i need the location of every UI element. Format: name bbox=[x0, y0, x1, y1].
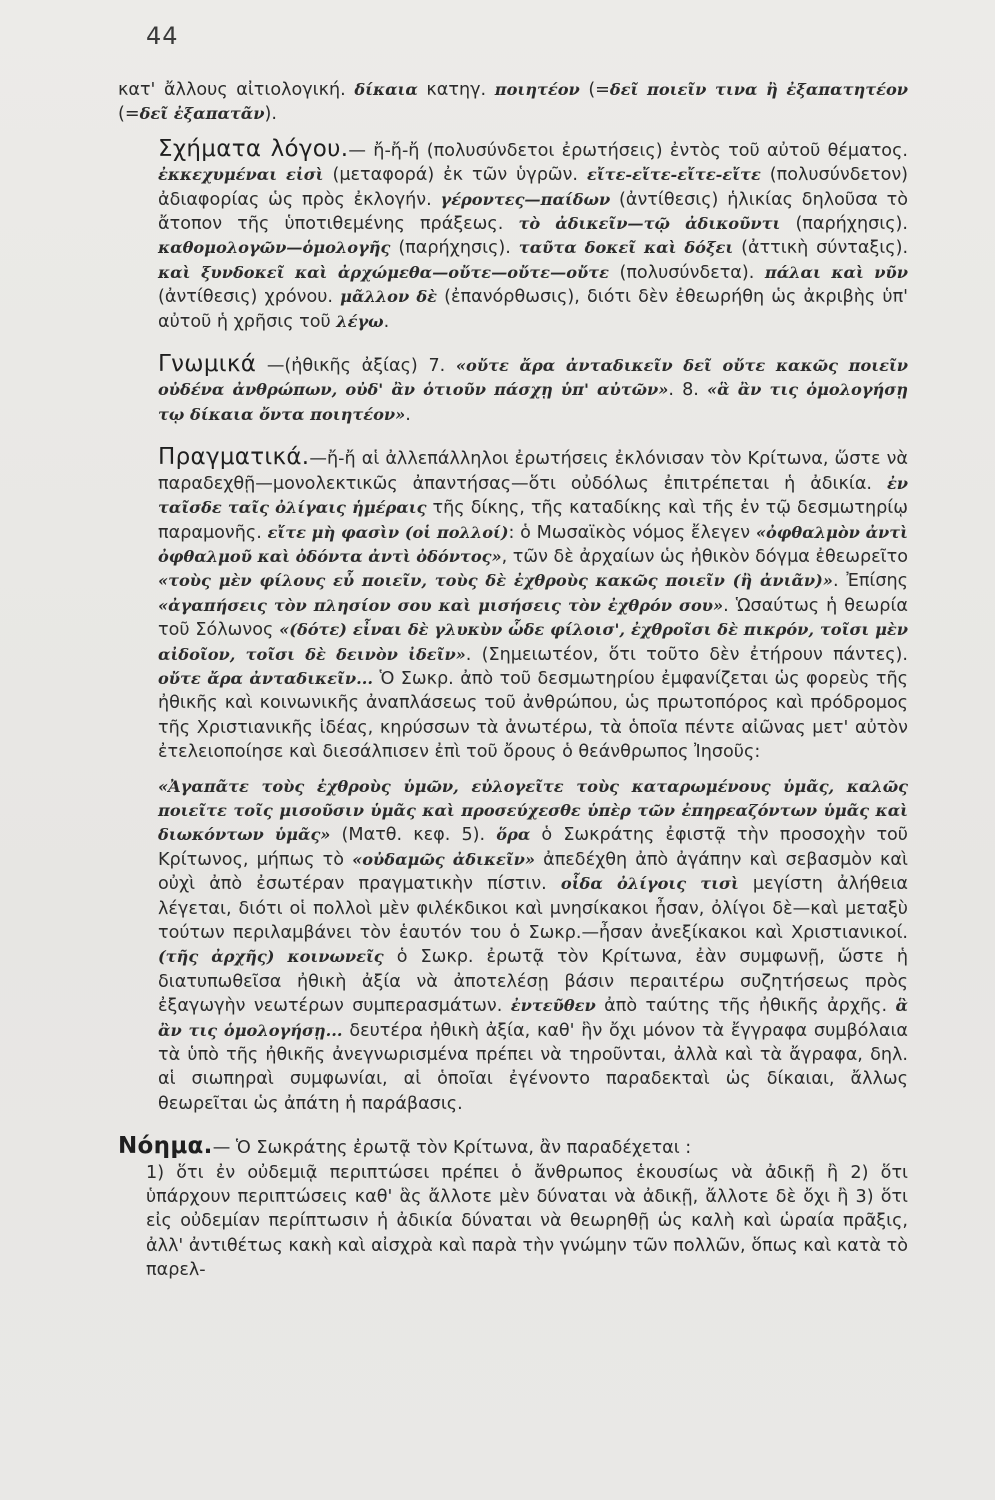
paragraph-gospel bbox=[118, 775, 908, 1117]
text-run: δευτέρα ἠθικὴ ἀξία, καθ' ἣν ὄχι μόνον τὰ ἔγγραφα συμβόλαια τὰ ὑπὸ τῆς ἠθικῆς ἀνεγνωρισμένα πρέπει νὰ τηροῦνται, ἀλλὰ καὶ τὰ ἄγραφα, δηλ. αἱ σιωπηραὶ συμφωνίαι, αἱ ὁποῖαι ἐγένοντο παραδεκταὶ ὡς δίκαιαι, ἄλλως θεωρεῖται ὡς ἀπάτη ἡ παράβασις. bbox=[158, 1020, 908, 1114]
greek-term: τὸ ἀδικεῖν—τῷ ἀδικοῦντι bbox=[518, 214, 781, 234]
text-run: — Ὁ Σωκράτης ἐρωτᾷ τὸν Κρίτωνα, ἂν παραδέχεται : bbox=[212, 1138, 692, 1159]
section-heading: Νόημα. bbox=[118, 1133, 213, 1160]
section-heading: Γνωμικά bbox=[158, 351, 257, 378]
text-run: (πολυσύνδετα). bbox=[619, 262, 755, 283]
text-body bbox=[118, 78, 908, 1283]
text-run: τῆς δίκης, τῆς καταδίκης καὶ τῆς ἐν τῷ δεσμωτηρίῳ παραμονῆς. bbox=[158, 498, 908, 543]
text-run: (παρήχησις). bbox=[398, 238, 511, 259]
greek-quote: «οὔτε ἄρα ἀνταδικεῖν δεῖ οὔτε κακῶς ποιεῖν οὐδένα ἀνθρώπων, οὐδ' ἂν ὁτιοῦν πάσχῃ ὑπ' αὐτῶν» bbox=[158, 356, 909, 400]
greek-term: γέροντες—παίδων bbox=[440, 189, 611, 209]
greek-quote: «τοὺς μὲν φίλους εὖ ποιεῖν, τοὺς δὲ ἐχθροὺς κακῶς ποιεῖν (ἢ ἀνιᾶν)» bbox=[158, 571, 833, 591]
text-run: (παρήχησις). bbox=[795, 214, 909, 235]
section-facts bbox=[118, 445, 908, 764]
text-run: ). bbox=[264, 104, 277, 125]
text-run: (ἐπανόρθωσις), διότι δὲν ἐθεωρήθη ὡς ἀκριβὴς ὑπ' αὐτοῦ ἡ χρῆσις τοῦ bbox=[158, 287, 908, 332]
greek-term: (τῆς ἀρχῆς) κοινωνεῖς bbox=[158, 947, 384, 967]
text-run: (= bbox=[118, 104, 140, 125]
greek-quote: «ἃ ἂν τις ὁμολογήσῃ τῳ δίκαια ὄντα ποιητέον» bbox=[158, 380, 909, 424]
text-run: Ὁ Σωκρ. ἀπὸ τοῦ δεσμωτηρίου ἐμφανίζεται ὡς φορεὺς τῆς ἠθικῆς καὶ κοινωνικῆς ἀναπλάσεως τοῦ ἀνθρώπου, ὡς πρωτοπόρος καὶ πρόδρομος τῆς Χριστιανικῆς ἰδέας, κηρύσσων τὰ ἀνωτέρω, τὰ ὁποῖα πέντε αἰῶνας μετ' αὐτὸν ἐτελειοποίησε καὶ διεσάλπισεν ἐπὶ τοῦ ὄρους ὁ θεάνθρωπος Ἰησοῦς: bbox=[158, 668, 909, 763]
greek-term: μᾶλλον δὲ bbox=[340, 287, 437, 307]
text-run: — ἤ-ἤ-ἤ (πολυσύνδετοι ἐρωτήσεις) ἐντὸς τοῦ αὐτοῦ θέματος. bbox=[348, 140, 908, 161]
greek-term: ἃ ἂν τις ὁμολογήσῃ... bbox=[158, 996, 909, 1040]
greek-quote: «Ἀγαπᾶτε τοὺς ἐχθροὺς ὑμῶν, εὐλογεῖτε τοὺς καταρωμένους ὑμᾶς, καλῶς ποιεῖτε τοῖς μισοῦσιν ὑμᾶς καὶ προσεύχεσθε ὑπὲρ τῶν ἐπηρεαζόντων ὑμᾶς καὶ διωκόντων ὑμᾶς» bbox=[158, 776, 908, 845]
text-run: (πολυσύνδετον) ἀδιαφορίας ὡς πρὸς ἐκλογήν. bbox=[158, 165, 909, 210]
text-run: —(ἠθικῆς ἀξίας) 7. bbox=[256, 356, 446, 377]
greek-quote: «ὀφθαλμὸν ἀντὶ ὀφθαλμοῦ καὶ ὀδόντα ἀντὶ ὀδόντος» bbox=[158, 522, 909, 566]
text-run: ἀπὸ ταύτης τῆς ἠθικῆς ἀρχῆς. bbox=[595, 996, 888, 1017]
greek-term: καθομολογῶν—ὁμολογῆς bbox=[158, 238, 391, 258]
text-run: (ἀντίθεσις) ἡλικίας δηλοῦσα τὸ ἄτοπον τῆς ὑποτιθεμένης πράξεως. bbox=[158, 189, 908, 235]
greek-term: οὔτε ἄρα ἀνταδικεῖν... bbox=[158, 668, 373, 688]
greek-term: δεῖ ποιεῖν τινα ἢ ἐξαπατητέον bbox=[609, 80, 909, 99]
text-run: (Ματθ. κεφ. 5). bbox=[330, 825, 486, 846]
text-run: κατ' ἄλλους αἰτιολογική. bbox=[118, 80, 346, 100]
text-run: —ἤ-ἤ αἱ ἀλλεπάλληλοι ἐρωτήσεις ἐκλόνισαν τὸν Κρίτωνα, ὥστε νὰ παραδεχθῇ—μονολεκτικῶς ἀπαντήσας—ὅτι οὐδόλως ἐπιτρέπεται ἡ ἀδικία. bbox=[158, 449, 908, 494]
section-meaning bbox=[118, 1134, 908, 1160]
section-heading: Σχήματα λόγου. bbox=[158, 135, 349, 162]
text-run: . bbox=[405, 404, 411, 425]
greek-term: πάλαι καὶ νῦν bbox=[764, 262, 909, 282]
text-run: . bbox=[383, 311, 390, 332]
meaning-list: 1) ὅτι ἐν οὐδεμιᾷ περιπτώσει πρέπει ὁ ἄνθρωπος ἑκουσίως νὰ ἀδικῇ ἢ 2) ὅτι ὑπάρχουν περιπτώσεις καθ' ἃς ἄλλοτε μὲν δύναται νὰ ἀδικῇ, ἄλλοτε δὲ ὄχι ἢ 3) ὅτι εἰς οὐδεμίαν περίπτωσιν ἡ ἀδικία δύναται νὰ θεωρηθῇ ὡς καλὴ καὶ ὡραία πρᾶξις, ἀλλ' ἀντιθέτως κακὴ καὶ αἰσχρὰ καὶ παρὰ τὴν γνώμην τῶν πολλῶν, ὅπως καὶ κατὰ τὸ παρελ- bbox=[146, 1162, 908, 1281]
text-run: (= bbox=[588, 80, 610, 100]
paragraph-intro bbox=[118, 78, 908, 127]
greek-term: ποιητέον bbox=[494, 80, 580, 99]
text-run: κατηγ. bbox=[426, 80, 487, 100]
greek-term: καὶ ξυνδοκεῖ καὶ ἀρχώμεθα—οὔτε—οὔτε—οὔτε bbox=[158, 262, 609, 282]
section-maxims bbox=[118, 352, 908, 427]
page-number: 44 bbox=[146, 22, 179, 50]
greek-quote: «οὐδαμῶς ἀδικεῖν» bbox=[352, 849, 536, 869]
greek-term: δεῖ ἐξαπατᾶν bbox=[139, 104, 265, 124]
greek-term: εἴτε-εἴτε-εἴτε-εἴτε bbox=[587, 165, 761, 185]
section-heading: Πραγματικά. bbox=[158, 444, 310, 471]
greek-term: ταῦτα δοκεῖ καὶ δόξει bbox=[518, 238, 734, 258]
text-run: . Ὡσαύτως ἡ θεωρία τοῦ Σόλωνος bbox=[158, 595, 908, 641]
text-run: , τῶν δὲ ἀρχαίων ὡς ἠθικὸν δόγμα ἐθεωρεῖτο bbox=[501, 546, 908, 567]
greek-term: λέγω bbox=[336, 311, 384, 331]
section-figures-of-speech bbox=[118, 137, 908, 334]
text-run: . (Σημειωτέον, ὅτι τοῦτο δὲν ἐτήρουν πάντες). bbox=[465, 644, 908, 665]
greek-term: ἐκκεχυμέναι εἰσὶ bbox=[158, 165, 324, 185]
greek-term: δίκαια bbox=[354, 80, 418, 99]
text-run: ὁ Σωκρ. ἐρωτᾷ τὸν Κρίτωνα, ἐὰν συμφωνῇ, ὥστε ἡ διατυπωθεῖσα ἠθικὴ ἀξία νὰ ἀποτελέσῃ βάσιν περαιτέρω συζητήσεως πρὸς ἐξαγωγὴν νεωτέρων συμπερασμάτων. bbox=[158, 947, 908, 1017]
text-run: ἀπεδέχθη ἀπὸ ἀγάπην καὶ σεβασμὸν καὶ οὐχὶ ἀπὸ ἐσωτέραν πραγματικὴν πίστιν. bbox=[158, 849, 908, 895]
greek-term: ὅρα bbox=[496, 825, 531, 845]
text-run: (ἀττικὴ σύνταξις). bbox=[741, 238, 909, 259]
greek-term: ἐντεῦθεν bbox=[510, 996, 596, 1016]
text-run: (μεταφορά) ἐκ τῶν ὑγρῶν. bbox=[332, 165, 579, 186]
greek-term: οἶδα ὀλίγοις τισὶ bbox=[560, 874, 739, 894]
greek-quote: «ἀγαπήσεις τὸν πλησίον σου καὶ μισήσεις τὸν ἐχθρόν σου» bbox=[158, 595, 724, 615]
greek-quote: «(δότε) εἶναι δὲ γλυκὺν ὧδε φίλοισ', ἐχθροῖσι δὲ πικρόν, τοῖσι μὲν αἰδοῖον, τοῖσι δὲ δεινὸν ἰδεῖν» bbox=[158, 620, 909, 664]
text-run: μεγίστη ἀλήθεια λέγεται, διότι οἱ πολλοὶ μὲν φιλέκδικοι καὶ μνησίκακοι ἦσαν, ὀλίγοι δὲ—καὶ μεταξὺ τούτων περιλαμβάνει τὸν ἑαυτόν του ὁ Σωκρ.—ἦσαν ἀνεξίκακοι καὶ Χριστιανικοί. bbox=[158, 874, 908, 943]
text-run: : ὁ Μωσαϊκὸς νόμος ἔλεγεν bbox=[508, 522, 751, 543]
text-run: (ἀντίθεσις) χρόνου. bbox=[158, 287, 333, 308]
text-run: ὁ Σωκράτης ἐφιστᾷ τὴν προσοχὴν τοῦ Κρίτωνος, μήπως τὸ bbox=[158, 825, 908, 870]
greek-term: ἐν ταῖσδε ταῖς ὀλίγαις ἡμέραις bbox=[158, 473, 909, 518]
text-run: . Ἐπίσης bbox=[832, 571, 909, 592]
greek-term: εἴτε μὴ φασὶν (οἱ πολλοί) bbox=[267, 522, 509, 542]
text-run: . 8. bbox=[668, 380, 699, 401]
